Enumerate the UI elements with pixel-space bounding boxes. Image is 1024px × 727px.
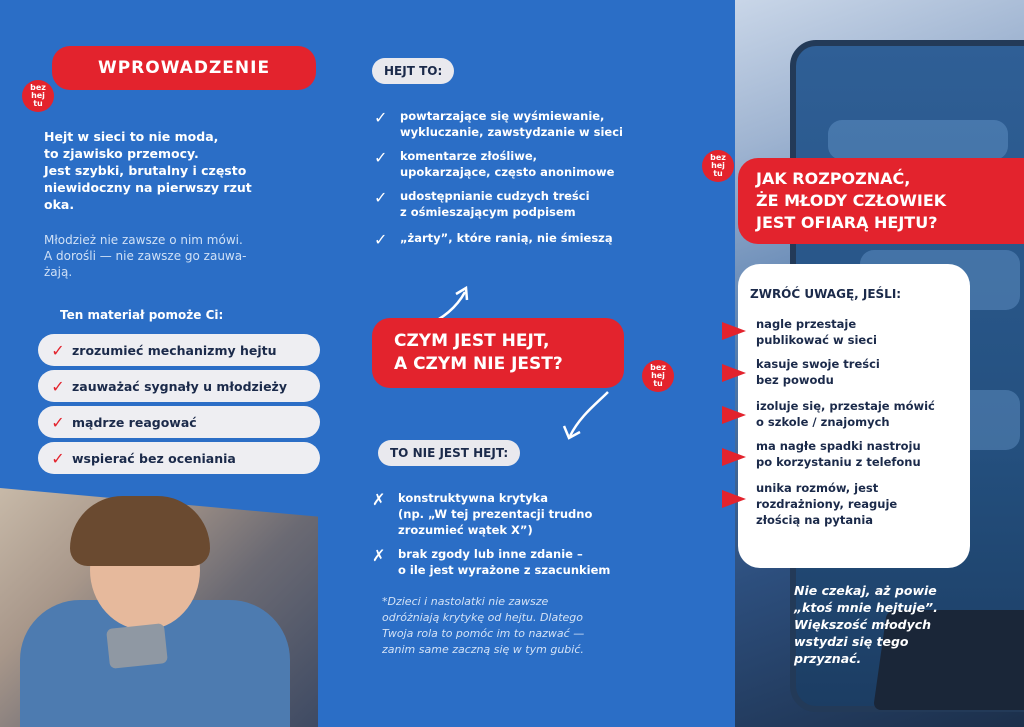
nie-hejt-note: *Dzieci i nastolatki nie zawsze odróżniają krytykę od hejtu. Dlatego Twoja rola to pomóc im to nazwać — zanim same zaczną się w tym gubić. <box>382 595 585 656</box>
nie-hejt-item: ✗ konstruktywna krytyka (np. „W tej prezentacji trudno zrozumieć wątek X”) <box>372 490 593 537</box>
help-item: ✓ zauważać sygnały u młodzieży <box>38 370 320 402</box>
intro-paragraph-2: Młodzież nie zawsze o nim mówi. A dorośli — nie zawsze go zauwa- żają. <box>44 233 247 279</box>
warning-sign: ma nagłe spadki nastroju po korzystaniu z telefonu <box>756 439 921 469</box>
check-icon: ✓ <box>51 448 65 468</box>
bez-hejtu-logo: bez hej tu <box>22 80 54 112</box>
arrow-down-icon <box>556 388 616 444</box>
hejt-to-item: ✓ „żarty”, które ranią, nie śmieszą <box>374 230 613 249</box>
hejt-to-item: ✓ komentarze złośliwe, upokarzające, często anonimowe <box>374 148 615 179</box>
recognize-question-bubble: JAK ROZPOZNAĆ, ŻE MŁODY CZŁOWIEK JEST OFIARĄ HEJTU? <box>738 158 1024 244</box>
intro-title: WPROWADZENIE <box>97 58 271 78</box>
nie-hejt-label: TO NIE JEST HEJT: <box>378 440 520 466</box>
photo-phone <box>106 623 168 669</box>
help-item: ✓ wspierać bez oceniania <box>38 442 320 474</box>
bez-hejtu-logo: bez hej tu <box>702 150 734 182</box>
check-icon: ✓ <box>374 148 388 167</box>
help-heading: Ten materiał pomoże Ci: <box>60 308 224 322</box>
cross-icon: ✗ <box>372 490 386 509</box>
warning-sign: nagle przestaje publikować w sieci <box>756 317 877 347</box>
photo-teen-hair <box>70 496 210 566</box>
check-icon: ✓ <box>374 230 388 249</box>
help-item: ✓ mądrze reagować <box>38 406 320 438</box>
hejt-to-item: ✓ udostępnianie cudzych treści z ośmieszającym podpisem <box>374 188 590 219</box>
center-question-bubble: CZYM JEST HEJT, A CZYM NIE JEST? <box>372 318 624 388</box>
check-icon: ✓ <box>374 188 388 207</box>
check-icon: ✓ <box>51 412 65 432</box>
warning-card-title: ZWRÓĆ UWAGĘ, JEŚLI: <box>750 287 902 301</box>
check-icon: ✓ <box>51 340 65 360</box>
warning-sign: unika rozmów, jest rozdrażniony, reaguje złością na pytania <box>756 481 898 527</box>
nie-hejt-item: ✗ brak zgody lub inne zdanie – o ile jest wyrażone z szacunkiem <box>372 546 611 577</box>
intro-title-bubble <box>52 46 316 90</box>
bez-hejtu-logo: bez hej tu <box>642 360 674 392</box>
closing-quote: Nie czekaj, aż powie „ktoś mnie hejtuje”. Większość młodych wstydzi się tego przyznać. <box>794 583 938 666</box>
help-item: ✓ zrozumieć mechanizmy hejtu <box>38 334 320 366</box>
cross-icon: ✗ <box>372 546 386 565</box>
warning-sign: kasuje swoje treści bez powodu <box>756 357 880 387</box>
chat-bubble-image <box>828 120 1008 160</box>
check-icon: ✓ <box>374 108 388 127</box>
intro-paragraph-1: Hejt w sieci to nie moda, to zjawisko przemocy. Jest szybki, brutalny i często niewidoczny na pierwszy rzut oka. <box>44 129 252 212</box>
hejt-to-label: HEJT TO: <box>372 58 454 84</box>
hejt-to-item: ✓ powtarzające się wyśmiewanie, wykluczanie, zawstydzanie w sieci <box>374 108 623 139</box>
warning-sign: izoluje się, przestaje mówić o szkole / znajomych <box>756 399 935 429</box>
check-icon: ✓ <box>51 376 65 396</box>
